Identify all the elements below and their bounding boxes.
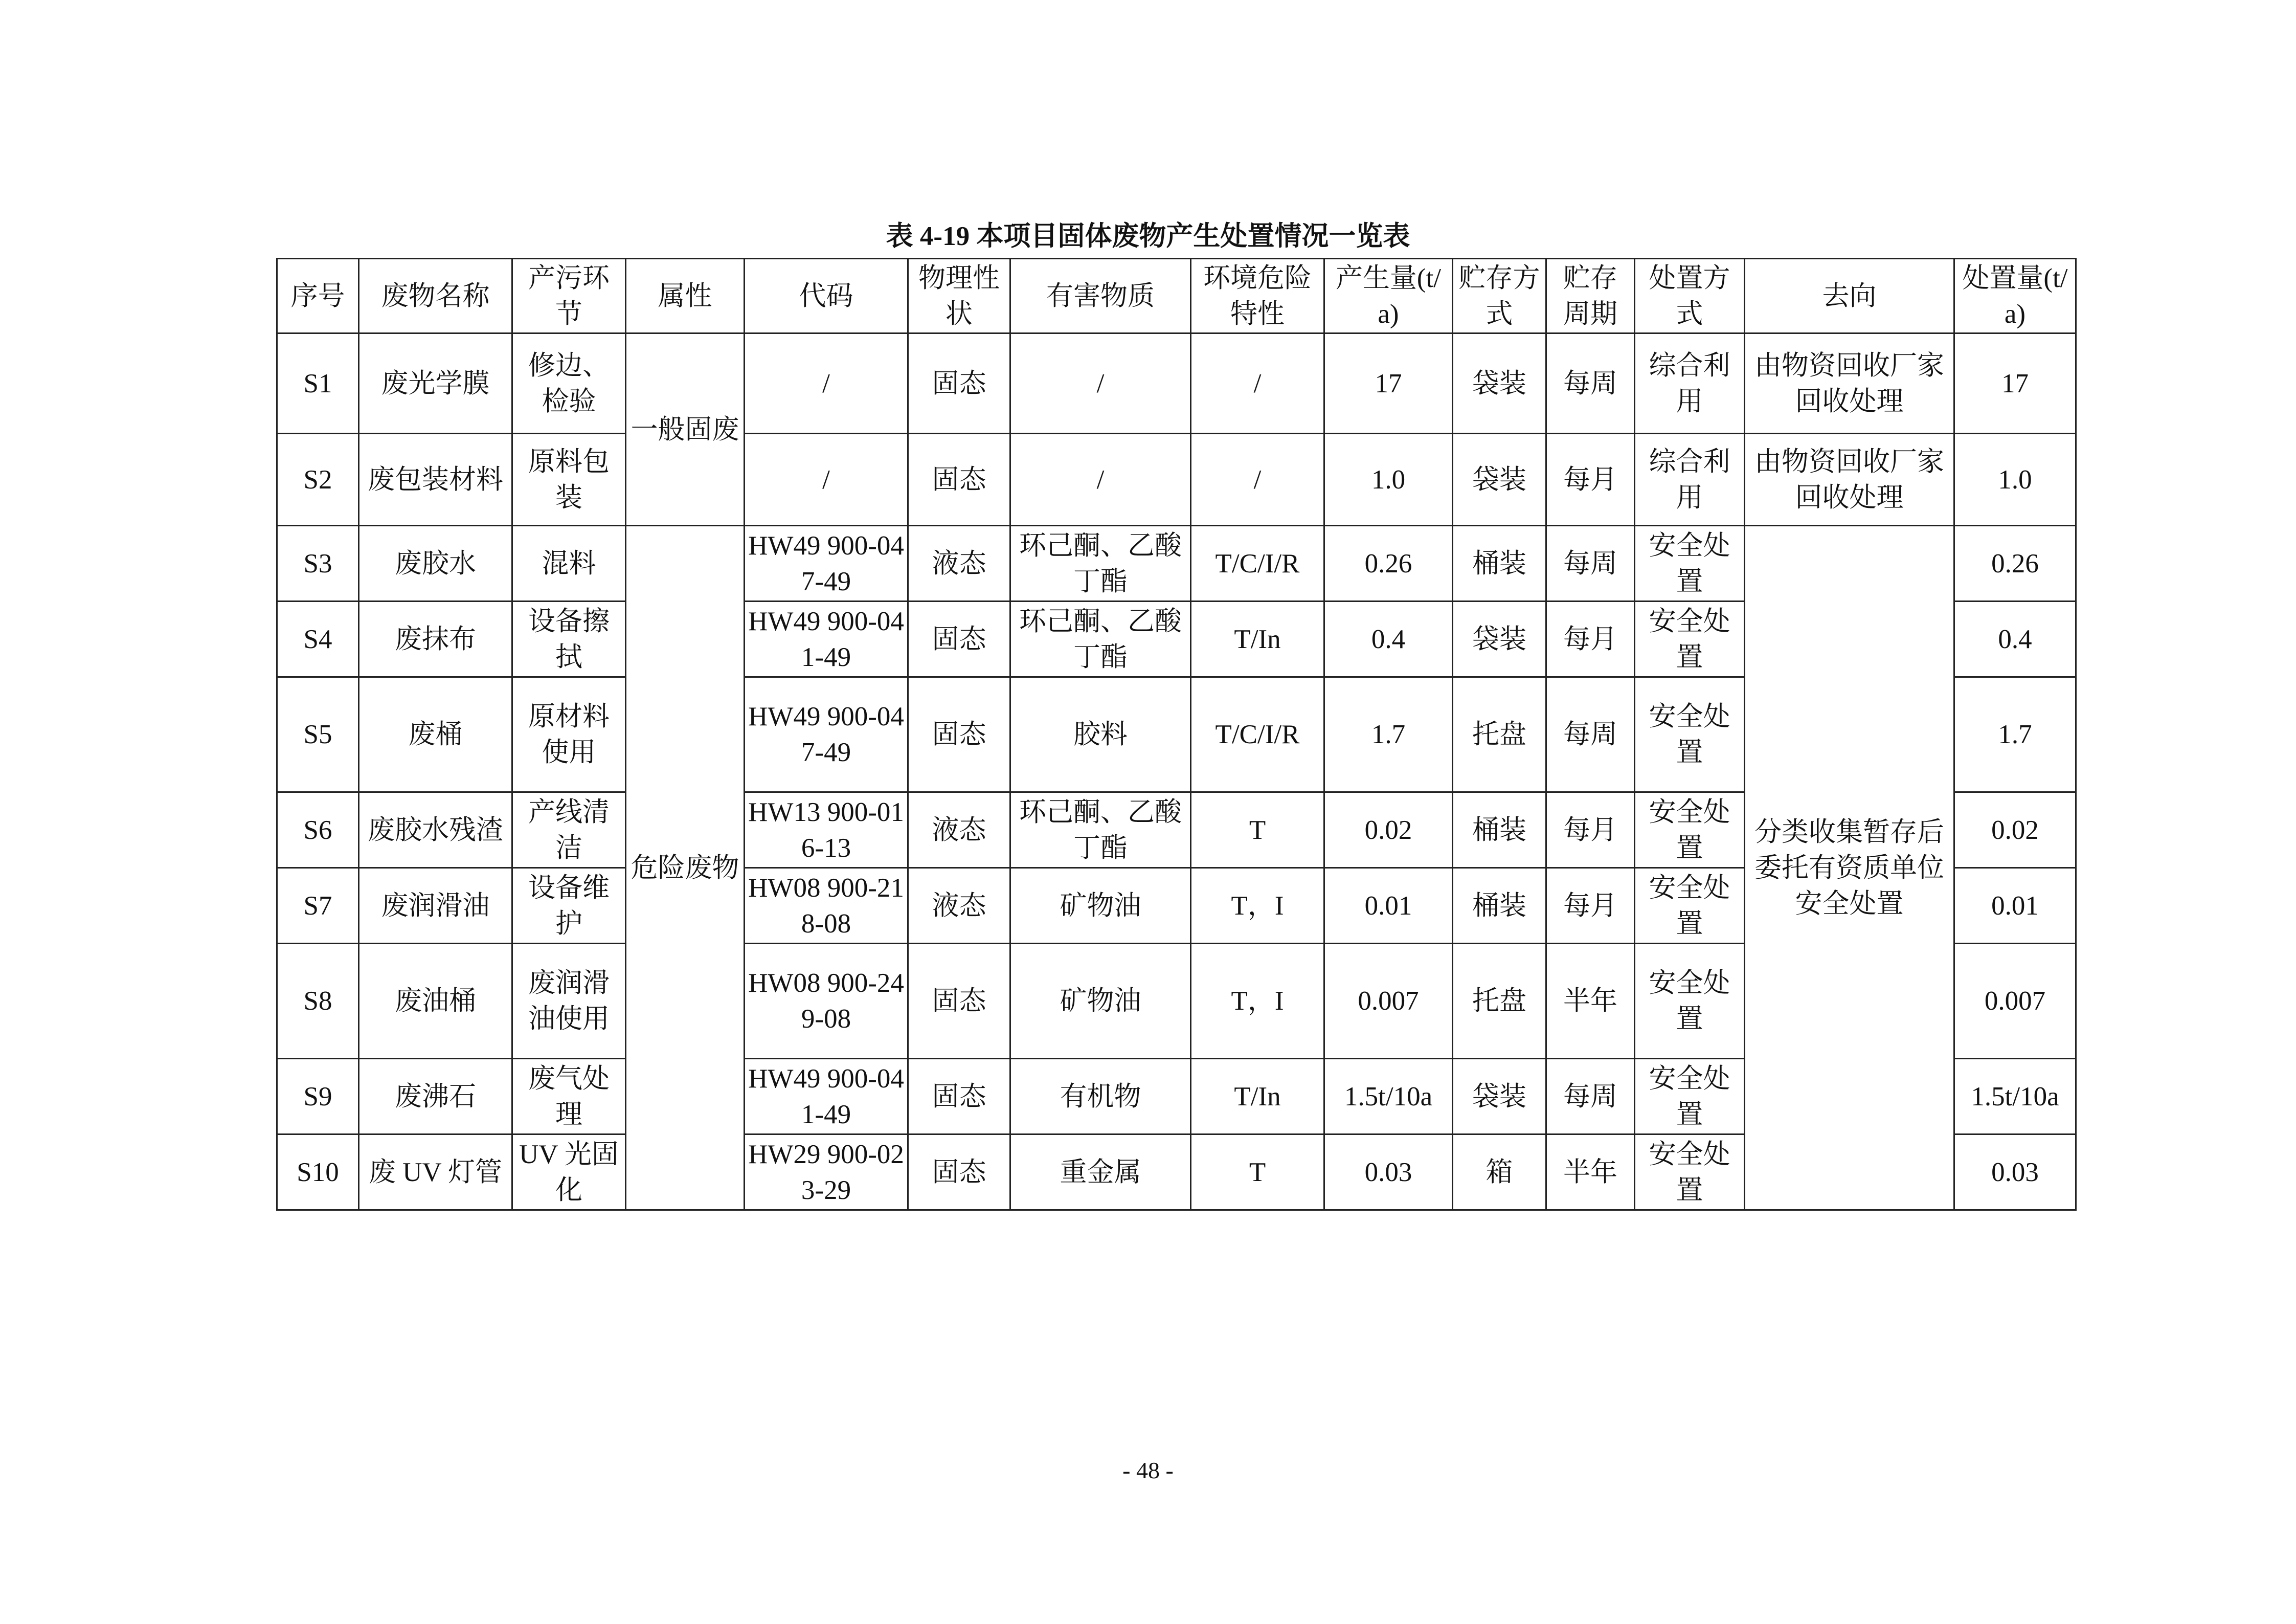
cell-method: 安全处置 [1635, 602, 1745, 677]
cell-code: HW08 900-249-08 [745, 944, 908, 1059]
cell-attribute: 一般固废 [626, 333, 745, 526]
cell-disposal: 1.0 [1954, 434, 2076, 526]
cell-code: HW13 900-016-13 [745, 792, 908, 868]
waste-table [276, 258, 2077, 1211]
cell-hazard: 有机物 [1010, 1059, 1191, 1134]
cell-state: 液态 [908, 526, 1010, 602]
cell-id: S1 [277, 333, 359, 434]
cell-characteristic: T/In [1191, 602, 1324, 677]
cell-source: 设备擦拭 [512, 602, 626, 677]
cell-name: 废包装材料 [359, 434, 512, 526]
cell-source: 原料包装 [512, 434, 626, 526]
cell-id: S10 [277, 1134, 359, 1210]
cell-state: 固态 [908, 677, 1010, 792]
header-cell: 有害物质 [1010, 259, 1191, 333]
cell-code: HW49 900-047-49 [745, 526, 908, 602]
cell-disposal: 0.4 [1954, 602, 2076, 677]
cell-amount: 1.7 [1324, 677, 1453, 792]
cell-id: S4 [277, 602, 359, 677]
cell-id: S2 [277, 434, 359, 526]
cell-id: S3 [277, 526, 359, 602]
cell-code: HW49 900-041-49 [745, 1059, 908, 1134]
cell-method: 安全处置 [1635, 1059, 1745, 1134]
cell-method: 综合利用 [1635, 333, 1745, 434]
cell-hazard: / [1010, 434, 1191, 526]
cell-period: 每月 [1546, 434, 1635, 526]
cell-id: S9 [277, 1059, 359, 1134]
cell-method: 安全处置 [1635, 868, 1745, 944]
cell-characteristic: / [1191, 434, 1324, 526]
cell-name: 废桶 [359, 677, 512, 792]
cell-method: 安全处置 [1635, 944, 1745, 1059]
cell-amount: 1.0 [1324, 434, 1453, 526]
cell-id: S8 [277, 944, 359, 1059]
cell-disposal: 0.007 [1954, 944, 2076, 1059]
table-row [277, 434, 2076, 526]
cell-source: 修边、检验 [512, 333, 626, 434]
header-cell: 产污环节 [512, 259, 626, 333]
cell-storage: 袋装 [1453, 333, 1546, 434]
cell-name: 废沸石 [359, 1059, 512, 1134]
cell-code: / [745, 333, 908, 434]
cell-state: 固态 [908, 1059, 1010, 1134]
cell-code: / [745, 434, 908, 526]
cell-code: HW29 900-023-29 [745, 1134, 908, 1210]
cell-state: 液态 [908, 868, 1010, 944]
table-title: 表 4-19 本项目固体废物产生处置情况一览表 [886, 221, 1410, 251]
cell-name: 废胶水 [359, 526, 512, 602]
page-number: - 48 - [1122, 1457, 1174, 1483]
cell-destination: 由物资回收厂家回收处理 [1745, 434, 1954, 526]
header-cell: 代码 [745, 259, 908, 333]
cell-period: 半年 [1546, 944, 1635, 1059]
cell-state: 固态 [908, 434, 1010, 526]
cell-method: 安全处置 [1635, 792, 1745, 868]
cell-period: 半年 [1546, 1134, 1635, 1210]
cell-amount: 0.02 [1324, 792, 1453, 868]
cell-amount: 0.01 [1324, 868, 1453, 944]
header-cell: 处置量(t/a) [1954, 259, 2076, 333]
cell-method: 安全处置 [1635, 677, 1745, 792]
cell-source: 废气处理 [512, 1059, 626, 1134]
header-cell: 序号 [277, 259, 359, 333]
cell-characteristic: T [1191, 1134, 1324, 1210]
cell-disposal: 0.26 [1954, 526, 2076, 602]
cell-destination: 分类收集暂存后委托有资质单位安全处置 [1745, 526, 1954, 1210]
cell-amount: 1.5t/10a [1324, 1059, 1453, 1134]
header-cell: 环境危险特性 [1191, 259, 1324, 333]
cell-characteristic: T/In [1191, 1059, 1324, 1134]
cell-storage: 桶装 [1453, 792, 1546, 868]
header-cell: 去向 [1745, 259, 1954, 333]
cell-storage: 袋装 [1453, 602, 1546, 677]
cell-characteristic: T，I [1191, 944, 1324, 1059]
cell-source: 产线清洁 [512, 792, 626, 868]
cell-id: S7 [277, 868, 359, 944]
header-row [277, 259, 2076, 333]
cell-name: 废抹布 [359, 602, 512, 677]
cell-storage: 桶装 [1453, 868, 1546, 944]
cell-source: 设备维护 [512, 868, 626, 944]
cell-amount: 0.007 [1324, 944, 1453, 1059]
cell-disposal: 0.01 [1954, 868, 2076, 944]
cell-source: 混料 [512, 526, 626, 602]
cell-disposal: 1.5t/10a [1954, 1059, 2076, 1134]
header-cell: 废物名称 [359, 259, 512, 333]
cell-characteristic: T，I [1191, 868, 1324, 944]
header-cell: 属性 [626, 259, 745, 333]
cell-name: 废油桶 [359, 944, 512, 1059]
cell-period: 每周 [1546, 333, 1635, 434]
cell-name: 废润滑油 [359, 868, 512, 944]
cell-hazard: 环己酮、乙酸丁酯 [1010, 792, 1191, 868]
cell-code: HW49 900-047-49 [745, 677, 908, 792]
cell-state: 固态 [908, 602, 1010, 677]
cell-disposal: 0.03 [1954, 1134, 2076, 1210]
cell-state: 固态 [908, 333, 1010, 434]
cell-hazard: 环己酮、乙酸丁酯 [1010, 526, 1191, 602]
header-cell: 物理性状 [908, 259, 1010, 333]
cell-attribute: 危险废物 [626, 526, 745, 1210]
cell-period: 每周 [1546, 677, 1635, 792]
header-cell: 处置方式 [1635, 259, 1745, 333]
cell-hazard: 环己酮、乙酸丁酯 [1010, 602, 1191, 677]
cell-period: 每周 [1546, 1059, 1635, 1134]
cell-disposal: 0.02 [1954, 792, 2076, 868]
table-row [277, 526, 2076, 602]
cell-storage: 桶装 [1453, 526, 1546, 602]
cell-id: S5 [277, 677, 359, 792]
cell-storage: 托盘 [1453, 944, 1546, 1059]
cell-characteristic: T/C/I/R [1191, 677, 1324, 792]
cell-disposal: 1.7 [1954, 677, 2076, 792]
header-cell: 贮存方式 [1453, 259, 1546, 333]
cell-hazard: / [1010, 333, 1191, 434]
cell-state: 固态 [908, 1134, 1010, 1210]
cell-destination: 由物资回收厂家回收处理 [1745, 333, 1954, 434]
cell-storage: 袋装 [1453, 1059, 1546, 1134]
cell-method: 安全处置 [1635, 1134, 1745, 1210]
cell-hazard: 矿物油 [1010, 868, 1191, 944]
cell-name: 废胶水残渣 [359, 792, 512, 868]
cell-method: 综合利用 [1635, 434, 1745, 526]
cell-source: 废润滑油使用 [512, 944, 626, 1059]
cell-period: 每月 [1546, 868, 1635, 944]
cell-amount: 0.4 [1324, 602, 1453, 677]
cell-source: UV 光固化 [512, 1134, 626, 1210]
cell-id: S6 [277, 792, 359, 868]
cell-hazard: 胶料 [1010, 677, 1191, 792]
cell-amount: 0.03 [1324, 1134, 1453, 1210]
cell-period: 每周 [1546, 526, 1635, 602]
cell-code: HW49 900-041-49 [745, 602, 908, 677]
cell-storage: 托盘 [1453, 677, 1546, 792]
cell-storage: 箱 [1453, 1134, 1546, 1210]
cell-period: 每月 [1546, 792, 1635, 868]
cell-period: 每月 [1546, 602, 1635, 677]
cell-characteristic: T [1191, 792, 1324, 868]
cell-name: 废光学膜 [359, 333, 512, 434]
cell-code: HW08 900-218-08 [745, 868, 908, 944]
cell-characteristic: T/C/I/R [1191, 526, 1324, 602]
cell-method: 安全处置 [1635, 526, 1745, 602]
header-cell: 产生量(t/a) [1324, 259, 1453, 333]
cell-name: 废 UV 灯管 [359, 1134, 512, 1210]
table-row [277, 333, 2076, 434]
cell-source: 原材料使用 [512, 677, 626, 792]
cell-characteristic: / [1191, 333, 1324, 434]
cell-hazard: 重金属 [1010, 1134, 1191, 1210]
cell-storage: 袋装 [1453, 434, 1546, 526]
header-cell: 贮存周期 [1546, 259, 1635, 333]
cell-hazard: 矿物油 [1010, 944, 1191, 1059]
cell-state: 液态 [908, 792, 1010, 868]
cell-disposal: 17 [1954, 333, 2076, 434]
cell-amount: 0.26 [1324, 526, 1453, 602]
cell-state: 固态 [908, 944, 1010, 1059]
cell-amount: 17 [1324, 333, 1453, 434]
